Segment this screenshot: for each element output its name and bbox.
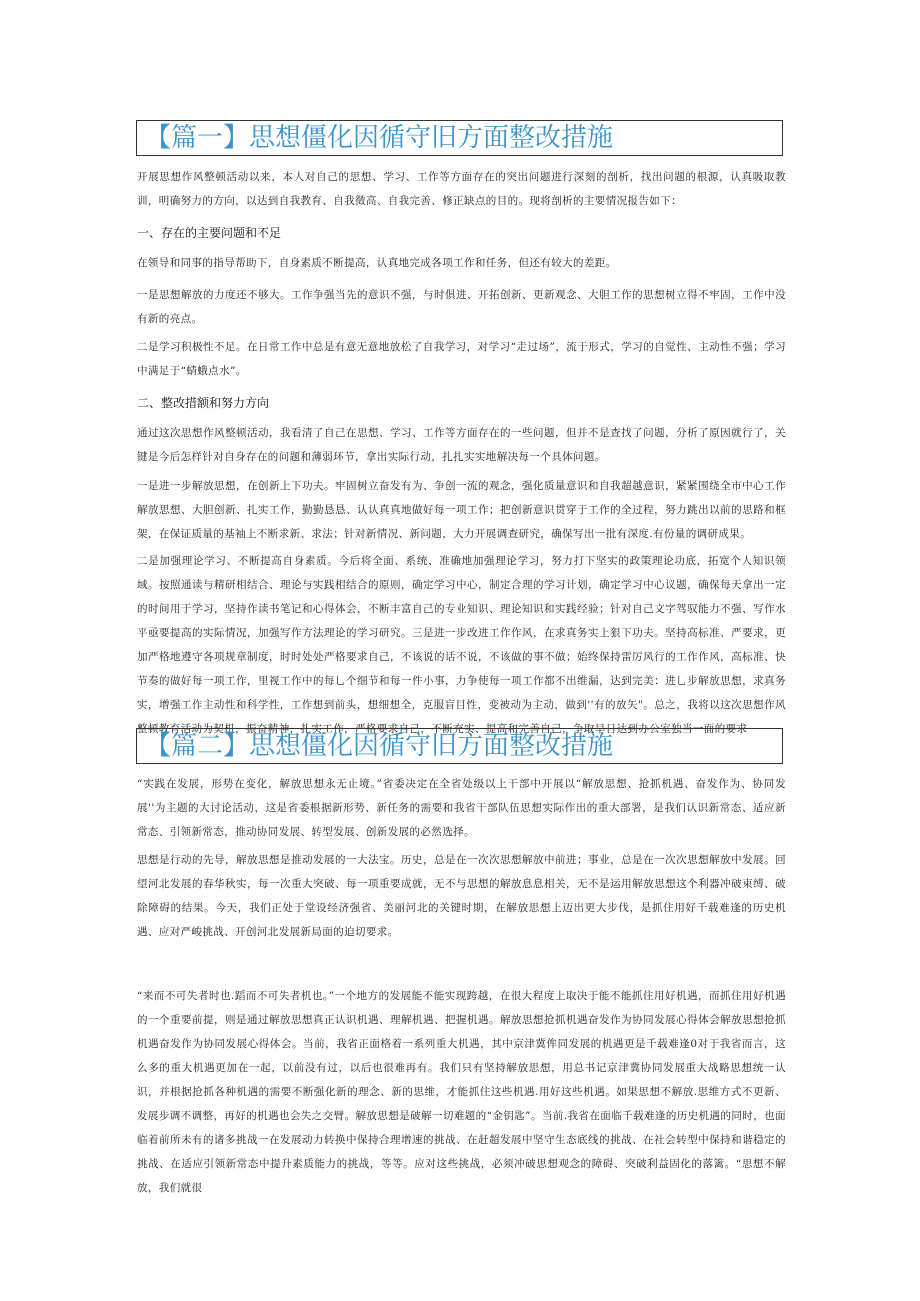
section1-paragraph: 一是进一步解放思想，在创新上下功夫。牢固树立奋发有为、争创一流的观念，强化质量意识和自我超越意识，紧紧围绕全市中心工作解放思想、大胆创新、扎实工作，勤勤恳恳、认认真真地做好每一项工作；把创新意识贯穿于工作的全过程，努力跳出以前的思路和框架，在保证质量的基袖上不断求新、求法；针对新情况、新问题，大力开展调查研究，确保写出一批有深度.有份量的调研成果。 (137, 480, 786, 540)
section1-paragraph: 在领导和同事的指导帮助下，自身素质不断提高，认真地完成各项工作和任务，但还有较大的差距。 (137, 257, 617, 269)
section2-paragraph: “实践在发展，形势在变化，解放思想永无止境。”省委决定在全省处级以上干部中开展以“解放思想、抢抓机遇、奋发作为、协同发展''为主题的大讨论活动，这是省委根据新形势、新任务的需要和我省干部队伍思想实际作出的重大部署，是我们认识新常态、适应新常态、引领新常态，推动协同发展、转型发展、创新发展的必然选择。 (137, 778, 786, 838)
section1-paragraph: 二是加强理论学习、不断提高自身素质。今后将全面、系统、准确地加强理论学习，努力打下坚实的政策理论功底，拓宽个人知识领域。按照通读与精研相结合、理论与实践相结合的原则，确定学习中心，制定合理的学习计划，确定学习中心议题，确保每天拿出一定的时间用于学习，坚持作读书笔记和心得体会，不断丰富自己的专业知识、理论知识和实践经验；针对自己文字驾驭能力不强、写作水平亟要提高的实际情况，加强写作方法理论的学习研究。三是进一步改进工作作风，在求真务实上狠下功夫。坚持高标准、严要求，更加严格地遵守各项规章制度，时时处处严格要求自己，不该说的话不说，不该做的事不做；始终保持雷厉风行的工作作风，高标准、快节奏的做好每一项工作，里视工作中的每乚个细节和每一件小事，力争使每一项工作都不出维漏，达到完美：进乚步解放思想，求真务实，增强工作主动性和科学性，工作想到前头，想细想全，克服盲目性，变被动为主动，做到''有的放矢"。总之，我将以这次思想作风整顿教育活动为契机，振奋精神，扎实工作，严格要求自己，不断充实、提高和完善自己，争取早日达到办公室独当一面的要求 (137, 555, 786, 735)
section1-paragraph: 通过这次思想作风整顿活动，我看清了自己在思想、学习、工作等方面存在的一些问题，但并不是查找了问题，分析了原因就行了，关键是今后怎样针对自身存在的问题和薄弱环节，拿出实际行动，扎扎实实地解决每一个具体问题。 (137, 427, 786, 463)
section1-title: 【篇一】思想僵化因循守旧方面整改措施 (136, 120, 783, 156)
section2-paragraph: “来而不可失者时也.蹈而不可失者机也。”一个地方的发展能不能实现跨越，在很大程度上取决于能不能抓住用好机遇，而抓住用好机遇的一个重要前提，则是通过解放思想真正认识机遇、理解机遇、把握机遇。解放思想抢抓机遇奋发作为协同发展心得体会解放思想抢抓机遇奋发作为协同发展心得体会。当前，我省正面格着一系列重大机遇，其中京津冀侔同发展的机遇更是千载难逢0对于我省而言，这么多的重大机遇更加在一起，以前没有过，以后也很难再有。我们只有坚持解放思想，用总书记京津冀协同发展重大战略思想统一认识，并根据抢抓各种机遇的需要不断强化新的理念、新的思维，才能抓住这些机遇.用好这些机遇。如果思想不解放.思维方式不更新、发展步调不调整，再好的机遇也会失之交臂。解放思想是破解一切难题的“金钥匙”。当前.我省在面临千载难逢的历史机遇的同时，也面临着前所未有的诸多挑战一在发展动力转换中保持合理增速的挑战、在赶超发展中坚守生态底线的挑战、在社会转型中保持和谐稳定的挑战、在适应引领新常态中提升素质能力的挑战，等等。应对这些挑战，必须冲破思想观念的障碍、突破利益固化的落篱。“思想不解放，我们就很 (137, 990, 786, 1194)
section2-paragraph: 思想是行动的先导，解放思想是推动发展的一大法宝。历史，总是在一次次思想解放中前进；事业，总是在一次次思想解放中发展。回望河北发展的春华秋实，每一次重大突破、每一项重要成就，无不与思想的解放息息相关，无不是运用解放思想这个利器冲破束缚、破除障碍的结果。今天，我们正处于堂设经济强省、美丽河北的关键时期，在解放思想上迈出更大步伐，是抓住用好千载难逢的历史机遇、应对严峻挑战、开创河北发展新局面的迫切要求。 (137, 854, 786, 938)
section1-intro: 开展思想作风整顿活动以来，本人对自己的思想、学习、工作等方面存在的突出问题进行深刻的剖析，找出问题的根源，认真吸取教训，明确努力的方向，以达到自我教育、自我徵高、自我完善、修正缺点的目的。现将剖析的主要情况报告如下： (137, 171, 786, 207)
section1-paragraph: 一是思想解放的力度还不够大。工作争强当先的意识不强，与时俱进、开拓创新、更新观念、大胆工作的思想树立得不牢固，工作中没有新的亮点。 (137, 289, 786, 325)
section1-heading-problems: 一、存在的主要问题和不足 (137, 226, 282, 240)
section2-title: 【篇二】思想僵化因循守旧方面整改措施 (136, 728, 783, 764)
section1-heading-measures: 二、整改措额和努力方向 (137, 396, 270, 410)
section1-paragraph: 二是学习积极性不足。在日常工作中总是有意无意地放松了自我学习，对学习“走过场”，流于形式，学习的自觉性、主动性不强；学习中满足于“蜻蛾点水”。 (137, 341, 786, 377)
